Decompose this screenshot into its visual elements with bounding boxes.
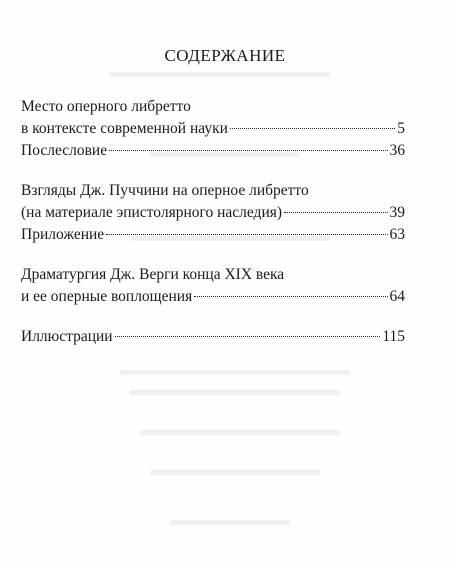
toc-page-number: 39: [389, 204, 405, 221]
table-of-contents: [21, 96, 405, 348]
toc-entry-title: в контексте современной науки: [21, 120, 228, 137]
dot-leader: [284, 212, 387, 213]
bleed-through-mark: [120, 370, 350, 375]
toc-entry[interactable]: [21, 96, 405, 140]
toc-entry-line: [21, 326, 405, 348]
toc-entry[interactable]: [21, 140, 405, 162]
dot-leader: [109, 150, 387, 151]
toc-entry-title: (на материале эпистолярного наследия): [21, 204, 283, 221]
toc-entry-line: [21, 180, 405, 202]
dot-leader: [230, 128, 395, 129]
bleed-through-mark: [150, 470, 320, 475]
toc-group: [21, 180, 405, 246]
toc-entry[interactable]: [21, 264, 405, 308]
dot-leader: [115, 336, 381, 337]
toc-entry-title: Иллюстрации: [21, 328, 113, 345]
bleed-through-mark: [130, 390, 340, 395]
toc-entry-line: [21, 118, 405, 140]
toc-page-number: 115: [382, 328, 405, 345]
bleed-through-mark: [110, 72, 330, 77]
dot-leader: [106, 234, 387, 235]
toc-entry-line: [21, 140, 405, 162]
toc-entry-line: [21, 264, 405, 286]
toc-entry-line: [21, 202, 405, 224]
toc-entry[interactable]: [21, 180, 405, 224]
dot-leader: [194, 296, 387, 297]
toc-group: [21, 264, 405, 308]
toc-page-number: 5: [397, 120, 405, 137]
toc-entry-line: [21, 224, 405, 246]
toc-title: СОДЕРЖАНИЕ: [164, 46, 286, 65]
toc-entry[interactable]: [21, 326, 405, 348]
toc-entry-title: Место оперного либретто: [21, 98, 191, 115]
toc-entry-title: Взгляды Дж. Пуччини на оперное либретто: [21, 182, 309, 199]
toc-entry-title: Приложение: [21, 226, 105, 243]
toc-entry-line: [21, 96, 405, 118]
bleed-through-mark: [170, 520, 290, 525]
toc-entry-title: Послесловие: [21, 142, 108, 159]
toc-entry-title: Драматургия Дж. Верги конца XIX века: [21, 266, 285, 283]
toc-entry[interactable]: [21, 224, 405, 246]
toc-entry-title: и ее оперные воплощения: [21, 288, 193, 305]
toc-page-number: 63: [389, 226, 405, 243]
toc-group: [21, 96, 405, 162]
toc-group: [21, 326, 405, 348]
toc-entry-line: [21, 286, 405, 308]
toc-page-number: 36: [389, 142, 405, 159]
toc-page-number: 64: [389, 288, 405, 305]
bleed-through-mark: [140, 430, 340, 435]
